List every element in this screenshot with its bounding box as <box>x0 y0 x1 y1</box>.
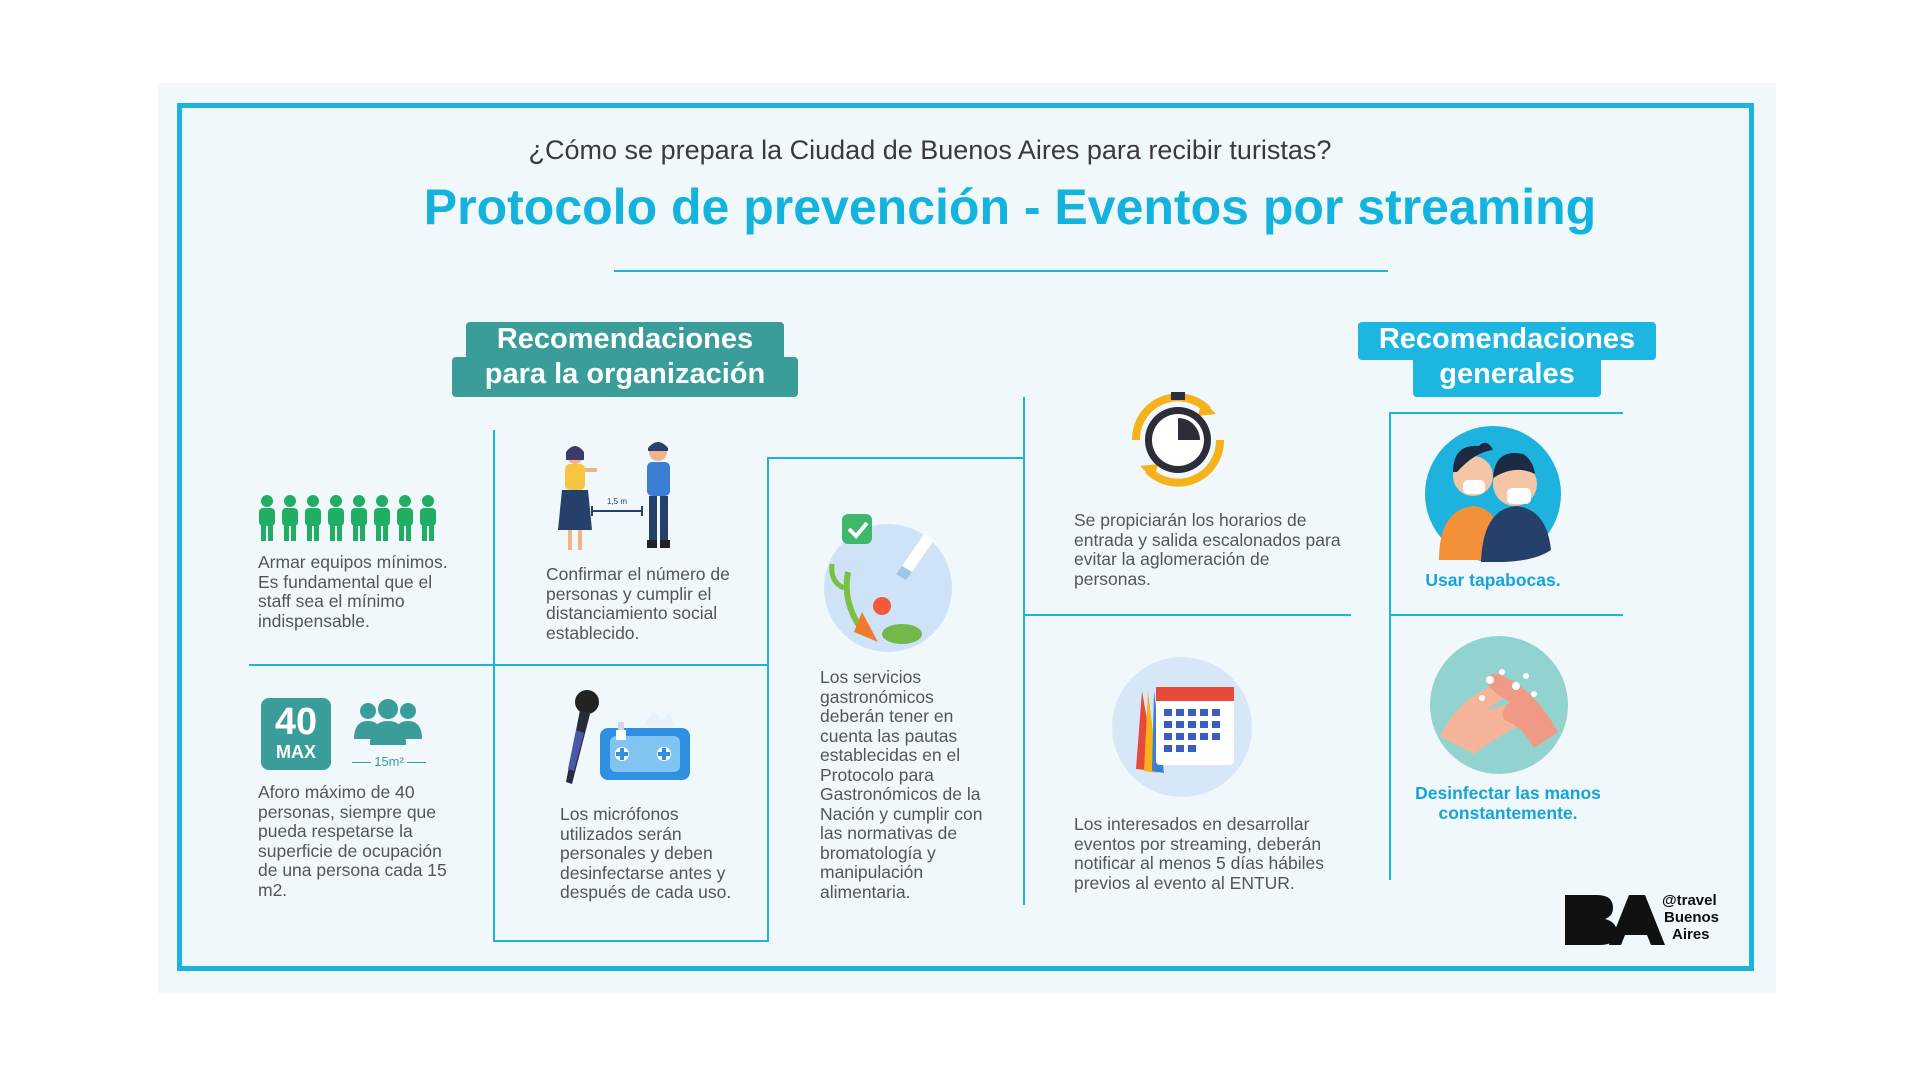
distance-label: 1,5 m <box>606 497 628 506</box>
section-generales-line1: Recomendaciones <box>1358 322 1656 360</box>
grid-line <box>1023 397 1025 905</box>
grid-line <box>767 457 1025 459</box>
item-tapabocas-text: Usar tapabocas. <box>1425 570 1561 590</box>
aforo-max-badge <box>261 698 331 770</box>
face-mask-icon <box>1425 426 1561 562</box>
social-distance-icon <box>548 440 684 556</box>
item-equipos-text: Armar equipos mínimos. Es fundamental que el staff sea el mínimo indispensable. <box>258 552 448 631</box>
item-aforo-text: Aforo máximo de 40 personas, siempre que pueda respetarse la superficie de ocupación de una persona cada 15 m2. <box>258 782 447 900</box>
item-horarios-text: Se propiciarán los horarios de entrada y salida escalonados para evitar la aglomeración de personas. <box>1074 510 1341 589</box>
ba-logo <box>1563 893 1667 947</box>
logo-line1: @travel <box>1662 892 1717 909</box>
area-label <box>350 754 428 769</box>
section-organizacion-line2: para la organización <box>452 357 798 397</box>
stopwatch-icon <box>1118 388 1238 492</box>
grid-line <box>1023 614 1351 616</box>
grid-line <box>1389 412 1391 880</box>
ba-logo-mark <box>1563 893 1667 947</box>
header-question: ¿Cómo se prepara la Ciudad de Buenos Aires para recibir turistas? <box>528 135 1332 165</box>
section-generales-line2: generales <box>1413 357 1601 397</box>
title-underline <box>614 270 1388 272</box>
grid-line <box>1389 412 1623 414</box>
group-people-icon <box>352 697 424 747</box>
aforo-max-label: MAX <box>276 742 316 762</box>
item-distancia-text: Confirmar el número de personas y cumplir el distanciamiento social establecido. <box>546 564 730 643</box>
grid-line <box>493 430 495 942</box>
item-entur-text: Los interesados en desarrollar eventos por streaming, deberán notificar al menos 5 días hábiles previos al evento al ENTUR. <box>1074 814 1324 893</box>
page-title: Protocolo de prevención - Eventos por streaming <box>423 179 1597 235</box>
logo-line3: Aires <box>1672 926 1710 943</box>
logo-line2: Buenos <box>1664 909 1720 926</box>
food-safety-icon <box>818 512 958 652</box>
ba-logo-text <box>1662 892 1719 943</box>
grid-line <box>493 940 769 942</box>
team-people-icon <box>257 493 441 543</box>
grid-line <box>767 457 769 942</box>
item-microfonos-text: Los micrófonos utilizados serán personales y deben desinfectarse antes y después de cada uso. <box>560 804 732 902</box>
area-value: 15m² <box>371 754 407 769</box>
calendar-icon <box>1112 657 1252 797</box>
item-gastronomia-text: Los servicios gastronómicos deberán tener en cuenta las pautas establecidas en el Protocolo para Gastronómicos de la Nación y cumplir con las normativas de bromatología y manipulación alimentaria. <box>820 667 983 902</box>
microphone-sanitizer-icon <box>554 690 694 786</box>
hand-washing-icon <box>1430 636 1568 774</box>
section-organizacion-line1: Recomendaciones <box>466 322 784 360</box>
grid-line <box>1389 614 1623 616</box>
grid-line <box>249 664 769 666</box>
item-manos-text: Desinfectar las manos constantemente. <box>1415 783 1601 823</box>
aforo-number: 40 <box>274 701 318 743</box>
